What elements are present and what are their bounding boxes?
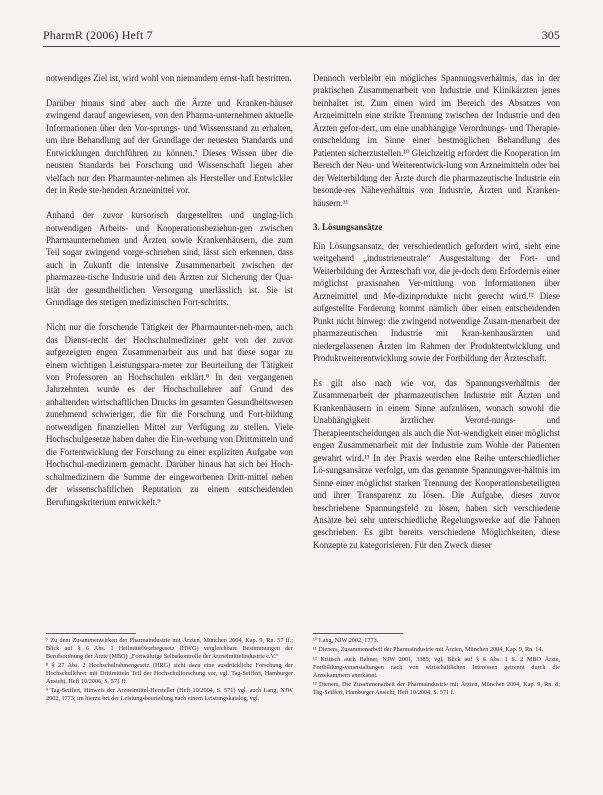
footnote: ⁸ § 27 Abs. 2 Hochschulrahmengesetz (HRG) sieht dazu eine ausdrückliche Forschung der Hochschullehrer mit Drittmitteln Teil der Hochschulforschung vor, vgl. Tag-Seiffert, Hamburger Ansicht, Heft 10/2006, S. 571 ff. xyxy=(46,662,293,686)
page-header xyxy=(43,28,560,43)
footnote: ¹² Kritisch auch Bahner, NJW 2001, 3385; vgl. Blick auf § 6 Abs. 1 S. 2 MBO Ärzte, Fortbildungsveranstaltungen nach von wirtschaftlichen Interessen getrennt durch die Ärztekammern anerkannt. xyxy=(313,655,560,679)
footnotes-left xyxy=(46,637,293,705)
right-column xyxy=(313,72,560,551)
left-paragraph-3: Anhand der zuvor kursorisch dargestellten und unglag-lich notwendigen Arbeits- und Kooperationsbeziehun-gen zwischen Pharmaunternehmen und Ärzten sowie Krankenhäusern, die zum Teil sogar zwingend vorge-schrieben sind, lässt sich erkennen, dass auch in Zukunft die intensive Zusammenarbeit zwischen der pharmazeu-tische Industrie und den Ärzten zur Sicherung der Qua-lität der gesundheitlichen Versorgung unerlässlich ist. Sie ist Grundlage des stetigen medizinischen Fort-schritts. xyxy=(46,210,293,308)
left-paragraph-1: notwendiges Ziel ist, wird wohl von niemandem ernst-haft bestritten. xyxy=(46,73,292,83)
footnote: ¹⁰ Lang, NJW 2002, 1773. xyxy=(313,637,379,644)
left-paragraph-4: Nicht nur die forschende Tätigkeit der Pharmaunter-neh-men, auch das Dienst-recht der Hochschulmediziner geht von der zuvor aufgezeigten engen Zusammenarbeit aus und hat diese sogar zu einem wichtigen Leistungspara-meter zur Beurteilung der Tätigkeit von Professoren an Hochschulen erklärt.⁸ In den vergangenen Jahrzehnten wurde es der Hochschullehrer auf Grund des anhaltenden wirtschaftlichen Drucks im gesamten Gesundheitswesen zunehmend schwieriger, die für die Forschung und Fort-bildung notwendigen finanziellen Mittel zur Verfügung zu stellen. Viele Hochschulgesetze haben daher die Ein-werbung von Drittmitteln und die Fortentwicklung der Forschung zu einer expliziten Aufgabe von Hochschul-medizinern gemacht. Darüber hinaus hat sich bei Hoch-schulmedizinern die Summe der eingeworbenen Dritt-mittel neben der wissenschaftlichen Reputation zu einem entscheidenden Berufungskriterium entwickelt.⁹ xyxy=(46,322,293,507)
footnotes-right xyxy=(313,637,560,698)
footnote: ¹¹ Dieners, Zusammenarbeit der Pharmaindustrie mit Ärzten, München 2004, Kap. 9, Rn. 14. xyxy=(313,646,544,654)
footnote: ⁹ Tag-Seiffert, Hinweis der Arzneimittel-Hersteller (Heft 10/2004, S. 571) vgl. auch Lang, NJW 2002, 1773; im hierzu bei der Leistungsbeurteilung nach einem Leistungskatalog, vgl. xyxy=(46,687,293,703)
right-paragraph-2: Ein Lösungsansatz, der verschiedentlich gefordert wird, sieht eine weitgehend „industrieneutrale“ Ausgestaltung der Fort- und Weiterbildung der Ärzteschaft vor, die je-doch dem Erfordernis einer möglichst praxisnahen Ver-mittlung von Informationen über Arzneimittel und Me-dizinprodukte nicht gerecht wird.¹² Diese aufgestellte Forderung kommt nämlich über einen entscheidenden Punkt nicht hinweg: die zwingend notwendige Zusam-menarbeit der pharmazeutischen Industrie mit Kran-kenhausärzten und niedergelassenen Ärzten im Rahmen der Produktentwicklung und Produktweiterentwicklung sowie der Fortbildung der Ärzteschaft. xyxy=(313,240,560,364)
footnote: ¹³ Dieners, Die Zusammenarbeit der Pharmaindustrie mit Ärzten, München 2004, Kap. 9, Rn. 8; Tag-Seiffert, Hamburger Ansicht, Heft 10/2004, S. 571 f. xyxy=(313,681,560,696)
footnote: ⁷ Zu dem Zusammenwirken der Pharmaindustrie mit Ärzten, München 2004, Kap. 9, Rn. 57 ff.; Blick auf § 6 Abs. 1 Heilmittelwerbegesetz (HWG) vergleichbare Bestimmungen der Berufsordnung der Ärzte (MBO) „Fortwährige Selbstkontrolle der Arzneimittelindustrie e.V.“ xyxy=(46,637,293,660)
footnote-rule-right xyxy=(313,633,403,634)
footnote-rule-left xyxy=(46,633,136,634)
section-heading: 3. Lösungsansätze xyxy=(313,222,383,233)
journal-issue: PharmR (2006) Heft 7 xyxy=(43,28,153,42)
header-rule xyxy=(43,46,560,47)
left-paragraph-2: Darüber hinaus sind aber auch die Ärzte und Kranken-häuser zwingend darauf angewiesen, von den Pharma-unternehmen aktuelle Informationen über den Vor-sprungs- und Wissensstand zu erhalten, um ihre Behandlung auf der Grundlage der neuesten Standards und Entwicklungen durchführen zu können.⁷ Dieses Wissen über die neusten Standards bei Forschung und Wissenschaft liegen aber vielfach nur den Pharmaunter-nehmen als Hersteller und Entwickler der in Rede ste-henden Arzneimittel vor. xyxy=(46,97,293,196)
right-paragraph-1: Dennoch verbleibt ein mögliches Spannungsverhältnis, das in der praktischen Zusammenarbeit von Industrie und Klinikärzten jenes beinhaltet ist. Zum einen wird im Bereich des Absatzes von Arzneimitteln eine strikte Trennung zwischen der Industrie und den Ärzten gefor-dert, um eine unabhängige Verordnungs- und Therapie-entscheidung im Sinne einer bestmöglichen Behandlung des Patienten sicherzustellen.¹⁰ Gleichzeitig erfordert die Kooperation im Bereich der Neu- und Weiterentwick-lung von Arzneimitteln oder bei der Weiterbildung der Ärzte durch die pharmazeutische Industrie ein besonde-res Näheverhältnis von Industrie, Ärzten und Kranken-häusern.¹¹ xyxy=(313,73,560,208)
page-number: 305 xyxy=(541,28,560,42)
left-column xyxy=(46,72,293,508)
right-paragraph-3: Es gilt also nach wie vor, das Spannungsverhältnis der Zusammenarbeit der pharmazeutischen Industrie mit Ärzten und Krankenhäusern in einem Sinne aufzulösen, wonach sowohl die Unabhängigkeit ärztlicher Verord-nungs- und Therapieentscheidungen als auch die Not-wendigkeit einer möglichst engen Zusammenarbeit mit der Industrie zum Wohle der Patienten gewahrt wird.¹³ In der Praxis werden eine Reihe unterschiedlicher Lö-sungsansätze verfolgt, um das genannte Spannungsver-hältnis im Sinne einer möglichst starken Trennung der Kooperationsbeteiligten und ihrer Transparenz zu lösen. Die Aufgabe, dieses zuvor beschriebene Spannungsfeld zu lösen, haben sich verschiedene Ansätze bei sehr unterschiedliche Regelungswerke auf die Fahnen geschrieben. Es gibt bereits verschiedene Möglichkeiten, diese Konzepte zu kategorisieren. Für den Zweck dieser xyxy=(313,377,560,550)
